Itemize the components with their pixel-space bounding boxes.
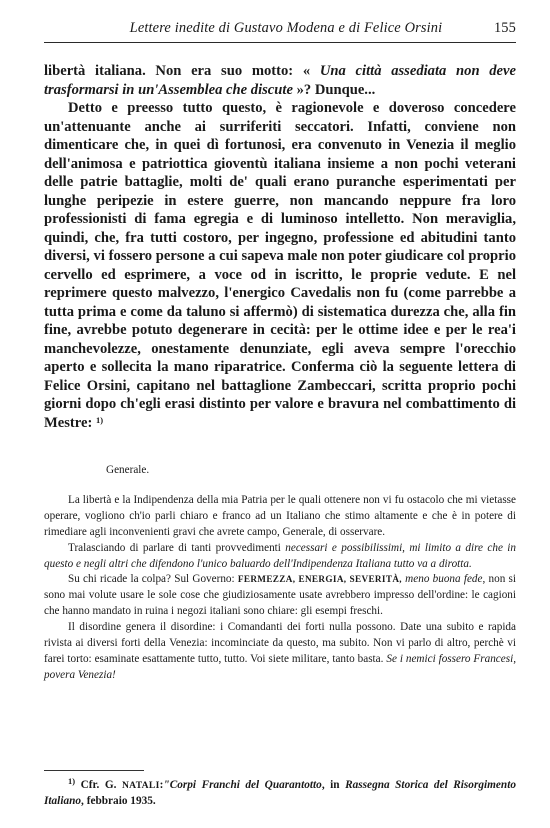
letter-paragraph-1: La libertà e la Indipendenza della mia Patria per le quali ottenere non vi fu ostacolo che mi vietasse operare, vogliono ch'io parli chiaro e franco ad un Italiano che stimo altamente e che è in potere di rimediare agli inconvenienti gravi che avrete campo, Generale, di osservare. bbox=[44, 493, 516, 538]
main-text bbox=[44, 62, 516, 432]
letter-salutation: Generale. bbox=[106, 464, 150, 476]
footnote: $^{1)}$ Cfr. G. NATALI:"Corpi Franchi del Quarantotto, in Rassegna Storica del Risorgimento Italiano, febbraio 1935. bbox=[44, 776, 517, 807]
quoted-letter bbox=[44, 463, 516, 684]
page-number: 155 bbox=[493, 20, 516, 36]
footnote-ref: 1) bbox=[96, 414, 104, 425]
running-title: Lettere inedite di Gustavo Modena e di Felice Orsini bbox=[129, 20, 443, 36]
footnote-author: NATALI bbox=[121, 780, 160, 791]
closing-exclamation: Se i nemici fossero Francesi, povera Venezia! bbox=[44, 652, 516, 681]
quoted-motto: Una città assediata non deve trasformarsi in un'Assemblea che discute bbox=[44, 63, 516, 98]
letter-paragraph-3: Su chi ricade la colpa? Sul Governo: FERMEZZA, ENERGIA, SEVERITÀ, meno buona fede, non si sono mai volute usare le sole cose che giudiziosamente usate avrebbero impresso dell'ordine: le cagioni che hanno mandato in ruina i negozi italiani sono chiare: gli esempi freschi. bbox=[44, 573, 516, 618]
letter-paragraph-4: Il disordine genera il disordine: i Comandanti dei forti nulla possono. Date una subito e rapida rivista ai diversi forti della Venezia: incominciate da questo, ma subito. Non vi parlo di altro, perchè vi farei torto: esaminate esattamente tutto, tutto. Voi siete militare, tanto basta. Se i nemici fossero Francesi, povera Venezia! bbox=[44, 621, 516, 681]
letter-paragraph-2: Tralasciando di parlare di tanti provvedimenti necessari e possibilissimi, mi limito a dire che in questo e negli altri che difendono l'unico baluardo dell'Indipendenza Italiana tutto va a dirotta. bbox=[44, 541, 516, 570]
paragraph-2: Detto e preesso tutto questo, è ragionevole e doveroso concedere un'attenuante anche ai surriferiti seccatori. Infatti, conviene non dimenticare che, in quei dì fortunosi, era convenuto in Venezia il meglio dell'animosa e patriottica gioventù italiana insieme a non pochi veterani delle patrie battaglie, molti de' quali erano puranche esperimentati per lunghe peripezie in estere guerre, non mancando neppure fra loro professionisti di fama egregia e di luminoso intelletto. Non meraviglia, quindi, che, fra tutti costoro, per ingegno, professione ed abitudini tanto diversi, vi fossero persone a cui sapeva male non poter giudicare col proprio cervello ed esprimere, a voce od in iscritto, le proprie vedute. E nel reprimere questo malvezzo, l'energico Cavedalis non fu (come parrebbe a tutta prima e come da taluno si affermò) di sistematica durezza che, alla fin fine, avrebbe potuto degenerare in cecità: per le ottime idee e per le rea'i manchevolezze, onestamente denunziate, egli aveva sempre l'orecchio aperto e sollecita la mano riparatrice. Conferma ciò la seguente lettera di Felice Orsini, capitano nel battaglione Zambeccari, scritta proprio pochi giorni dopo ch'egli erasi distinto per valore e bravura nel combattimento di Mestre: $^{1)}$ bbox=[44, 100, 516, 431]
footnote-divider bbox=[44, 770, 144, 771]
running-header bbox=[44, 20, 516, 43]
small-caps-emphasis: FERMEZZA, ENERGIA, SEVERITÀ, bbox=[237, 574, 402, 585]
paragraph-1: libertà italiana. Non era suo motto: « Una città assediata non deve trasformarsi in un'Assemblea che discute »? Dunque... bbox=[44, 63, 516, 98]
footnote-marker: 1) bbox=[68, 776, 76, 786]
